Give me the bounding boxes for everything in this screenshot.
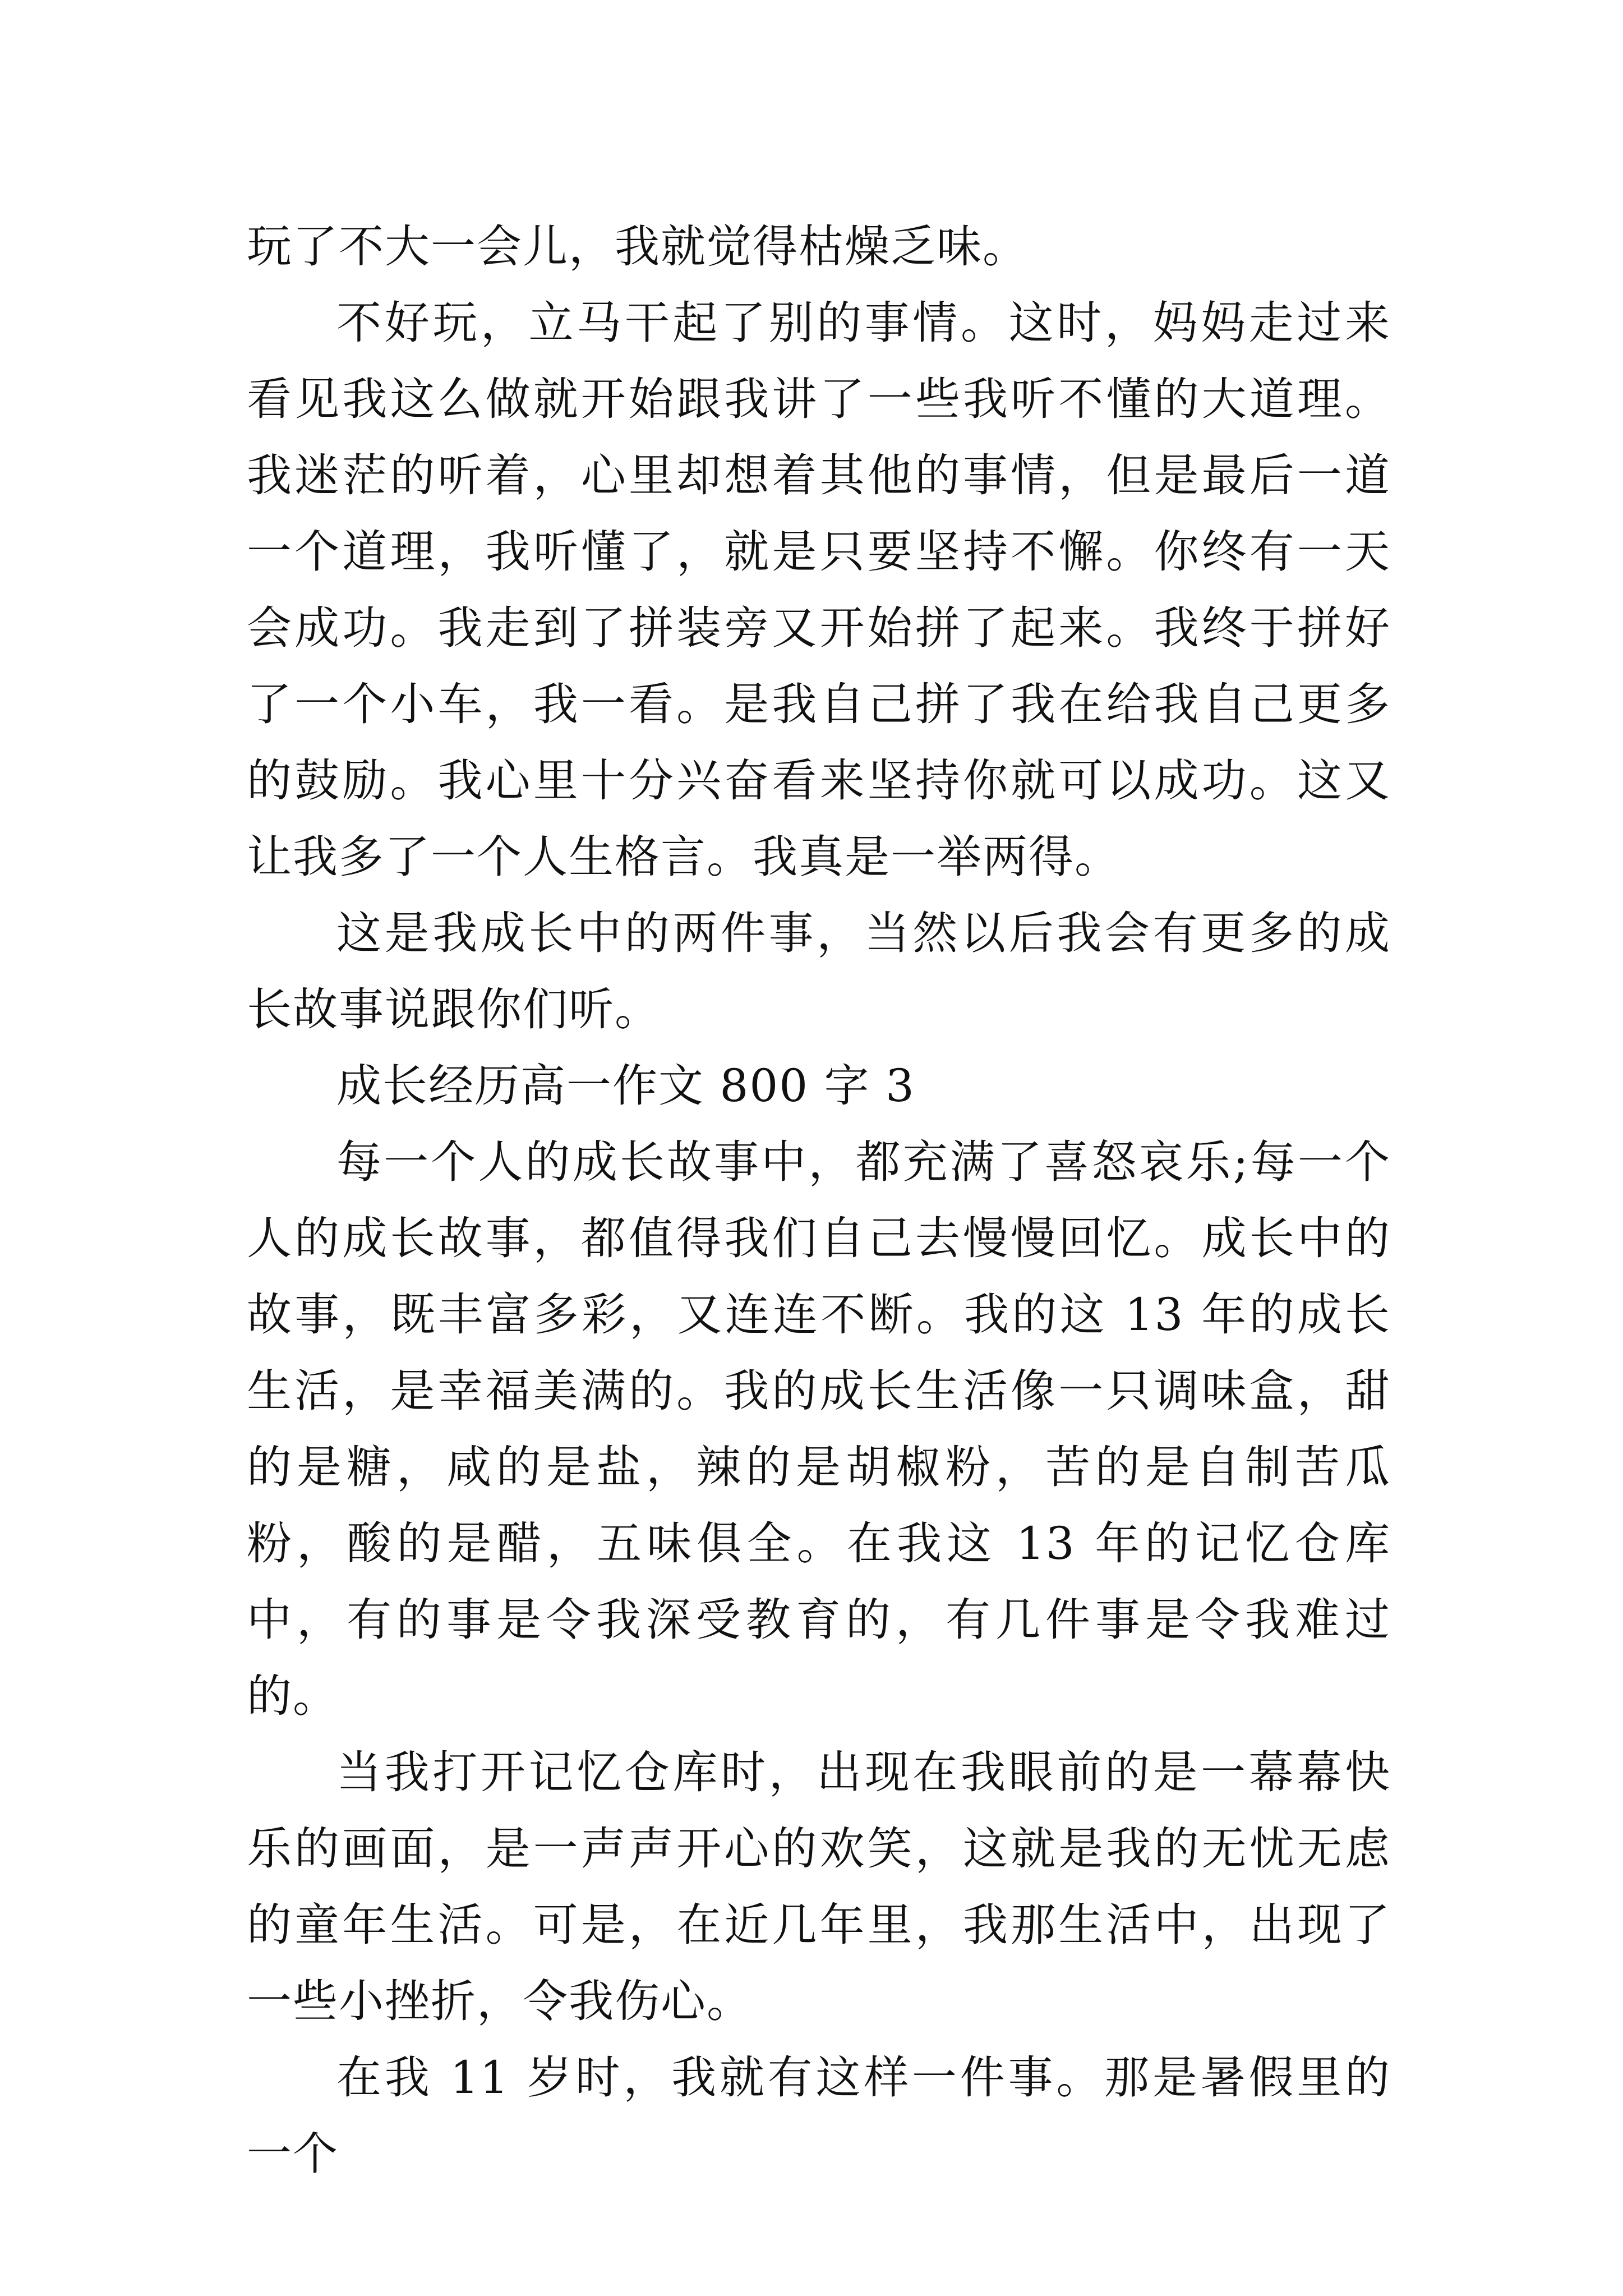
paragraph-6: 当我打开记忆仓库时，出现在我眼前的是一幕幕快乐的画面，是一声声开心的欢笑，这就是我的无忧无虑的童年生活。可是，在近几年里，我那生活中，出现了一些小挫折，令我伤心。	[247, 1746, 1391, 2027]
paragraph-5: 每一个人的成长故事中，都充满了喜怒哀乐;每一个人的成长故事，都值得我们自己去慢慢回忆。成长中的故事，既丰富多彩，又连连不断。我的这 13 年的成长生活，是幸福美满的。我的成长生活像一只调味盒，甜的是糖，咸的是盐，辣的是胡椒粉，苦的是自制苦瓜粉，酸的是醋，五味俱全。在我这 13 年的记忆仓库中，有的事是令我深受教育的，有几件事是令我难过的。	[247, 1136, 1391, 1722]
document-body	[247, 209, 1391, 2192]
paragraph-2: 不好玩，立马干起了别的事情。这时，妈妈走过来看见我这么做就开始跟我讲了一些我听不懂的大道理。我迷茫的听着，心里却想着其他的事情，但是最后一道一个道理，我听懂了，就是只要坚持不懈。你终有一天会成功。我走到了拼装旁又开始拼了起来。我终于拼好了一个小车，我一看。是我自己拼了我在给我自己更多的鼓励。我心里十分兴奋看来坚持你就可以成功。这又让我多了一个人生格言。我真是一举两得。	[247, 297, 1391, 883]
paragraph-7: 在我 11 岁时，我就有这样一件事。那是暑假里的一个	[247, 2051, 1391, 2180]
paragraph-3: 这是我成长中的两件事，当然以后我会有更多的成长故事说跟你们听。	[247, 907, 1391, 1036]
section-heading: 成长经历高一作文 800 字 3	[336, 1060, 915, 1112]
paragraph-1: 玩了不大一会儿，我就觉得枯燥乏味。	[247, 220, 1029, 273]
